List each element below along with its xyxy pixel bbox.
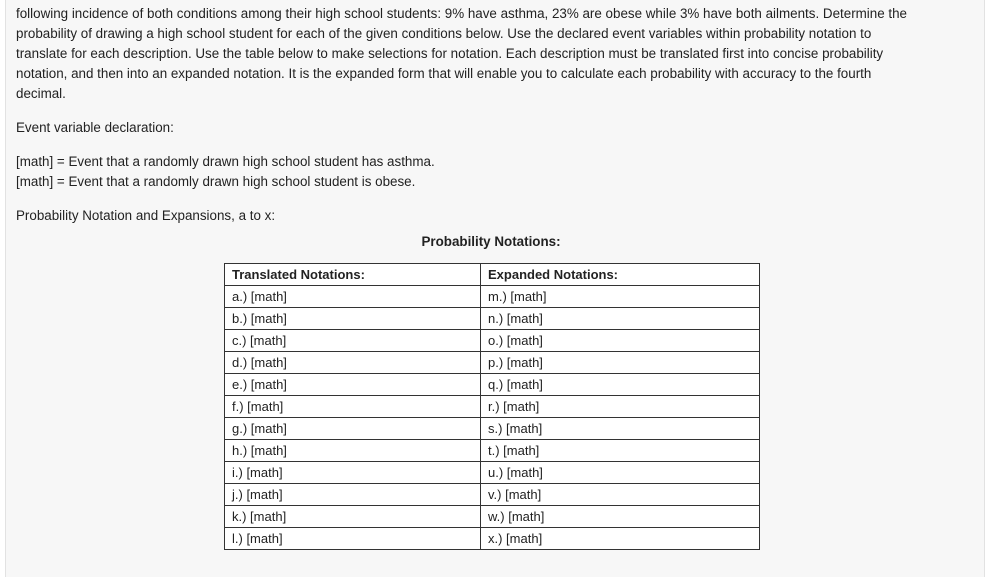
section-heading: Probability Notation and Expansions, a to x: xyxy=(16,208,276,223)
translated-cell: i.) [math] xyxy=(225,462,481,484)
expanded-cell: w.) [math] xyxy=(481,506,760,528)
table-row xyxy=(225,374,760,396)
expanded-cell: r.) [math] xyxy=(481,396,760,418)
expanded-cell: u.) [math] xyxy=(481,462,760,484)
header-translated: Translated Notations: xyxy=(225,264,481,286)
table-row xyxy=(225,330,760,352)
expanded-cell: x.) [math] xyxy=(481,528,760,550)
expanded-cell: p.) [math] xyxy=(481,352,760,374)
table-row xyxy=(225,396,760,418)
expanded-cell: v.) [math] xyxy=(481,484,760,506)
event-obese: [math] = Event that a randomly drawn high school student is obese. xyxy=(16,174,416,189)
table-row xyxy=(225,506,760,528)
table-row xyxy=(225,352,760,374)
expanded-cell: n.) [math] xyxy=(481,308,760,330)
intro-line-1: following incidence of both conditions among their high school students: 9% have asthma, 23% are obese while 3% have both ailments. Determine the xyxy=(16,6,908,21)
expanded-cell: q.) [math] xyxy=(481,374,760,396)
translated-cell: e.) [math] xyxy=(225,374,481,396)
event-asthma: [math] = Event that a randomly drawn high school student has asthma. xyxy=(16,154,435,169)
question-panel xyxy=(5,0,985,577)
notations-table xyxy=(224,263,760,550)
intro-line-5: decimal. xyxy=(16,86,66,101)
table-header-row xyxy=(225,264,760,286)
table-title: Probability Notations: xyxy=(421,234,561,249)
table-row xyxy=(225,528,760,550)
translated-cell: l.) [math] xyxy=(225,528,481,550)
translated-cell: f.) [math] xyxy=(225,396,481,418)
table-row xyxy=(225,308,760,330)
translated-cell: j.) [math] xyxy=(225,484,481,506)
expanded-cell: s.) [math] xyxy=(481,418,760,440)
question-content xyxy=(16,4,966,252)
table-row xyxy=(225,484,760,506)
event-heading: Event variable declaration: xyxy=(16,120,174,135)
translated-cell: a.) [math] xyxy=(225,286,481,308)
translated-cell: c.) [math] xyxy=(225,330,481,352)
translated-cell: g.) [math] xyxy=(225,418,481,440)
expanded-cell: o.) [math] xyxy=(481,330,760,352)
translated-cell: d.) [math] xyxy=(225,352,481,374)
intro-line-2: probability of drawing a high school student for each of the given conditions below. Use the declared event variables within probability notation to xyxy=(16,26,872,41)
translated-cell: b.) [math] xyxy=(225,308,481,330)
table-row xyxy=(225,440,760,462)
expanded-cell: m.) [math] xyxy=(481,286,760,308)
intro-line-4: notation, and then into an expanded notation. It is the expanded form that will enable you to calculate each probability with accuracy to the fourth xyxy=(16,66,872,81)
translated-cell: h.) [math] xyxy=(225,440,481,462)
header-expanded: Expanded Notations: xyxy=(481,264,760,286)
translated-cell: k.) [math] xyxy=(225,506,481,528)
table-row xyxy=(225,418,760,440)
table-row xyxy=(225,462,760,484)
intro-line-3: translate for each description. Use the table below to make selections for notation. Each description must be translated first into concise probability xyxy=(16,46,884,61)
table-row xyxy=(225,286,760,308)
expanded-cell: t.) [math] xyxy=(481,440,760,462)
